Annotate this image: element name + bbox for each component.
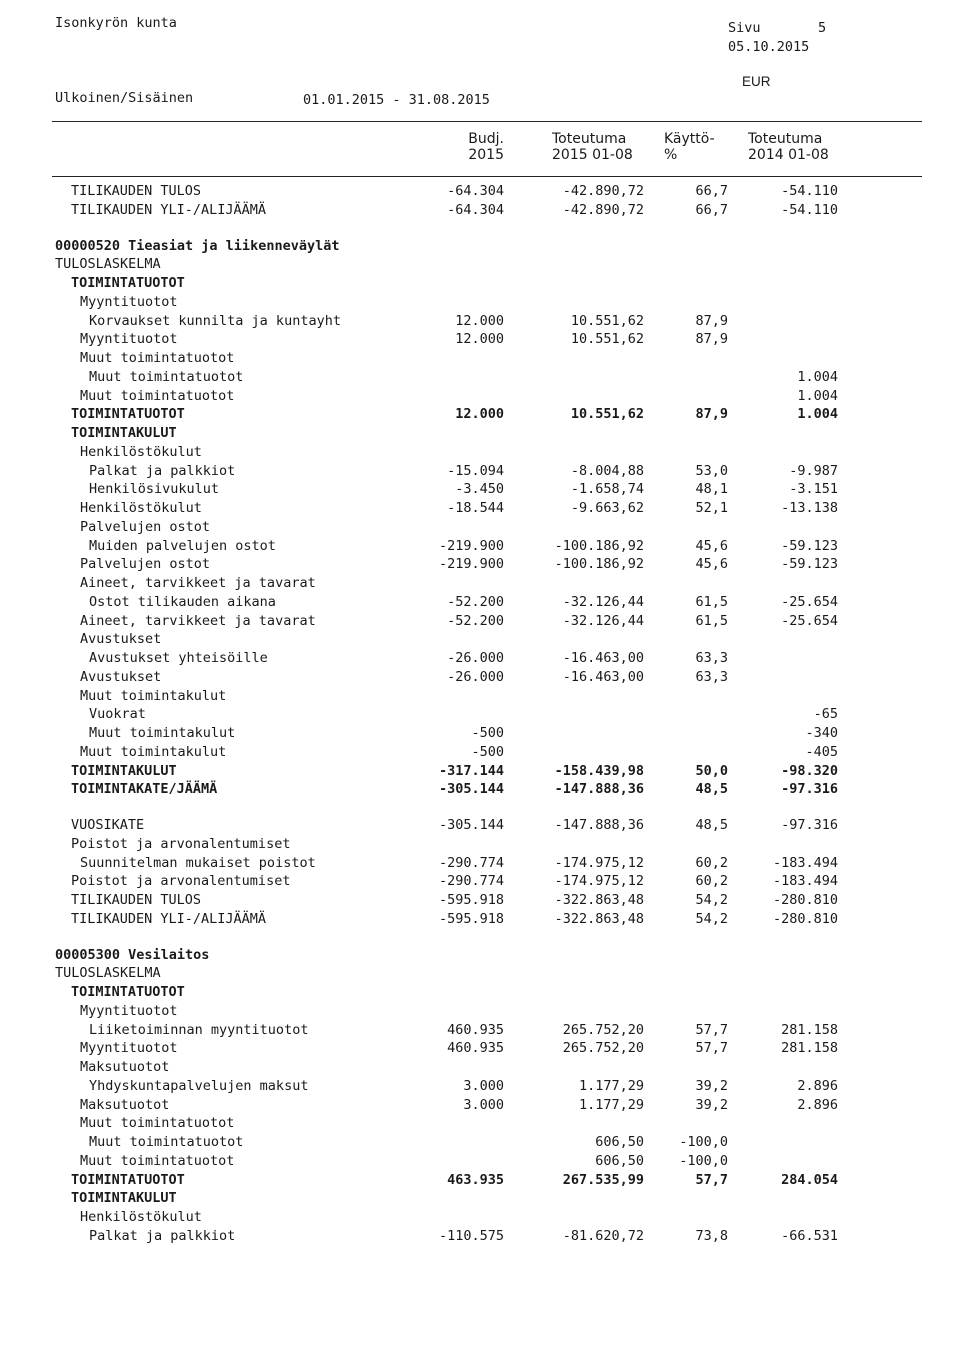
row-value: 12.000 — [455, 331, 504, 348]
row-value: 87,9 — [695, 406, 728, 423]
row-value: 281.158 — [781, 1040, 838, 1057]
row-value: 267.535,99 — [562, 1171, 644, 1188]
row-value: -54.110 — [781, 183, 838, 199]
row-value: 463.935 — [447, 1171, 504, 1188]
table-row — [0, 724, 960, 742]
row-value: 66,7 — [695, 183, 728, 199]
row-value: -595.918 — [438, 892, 504, 908]
row-label: Muut toimintatuotot — [89, 368, 244, 385]
row-label: Henkilöstökulut — [80, 500, 202, 516]
row-value: 66,7 — [695, 201, 728, 218]
row-value: -174.975,12 — [554, 873, 644, 890]
row-value: -147.888,36 — [554, 817, 644, 833]
row-label: Korvaukset kunnilta ja kuntayht — [89, 312, 341, 329]
row-value: -219.900 — [438, 537, 504, 554]
table-row — [0, 1171, 960, 1189]
row-label: Poistot ja arvonalentumiset — [71, 835, 291, 852]
row-value: 10.551,62 — [570, 331, 644, 348]
row-label: Avustukset — [80, 668, 162, 685]
table-row — [0, 1058, 960, 1076]
table-row — [0, 312, 960, 330]
row-value: -9.663,62 — [570, 500, 644, 516]
row-label: TULOSLASKELMA — [55, 965, 161, 982]
row-value: 61,5 — [695, 612, 728, 629]
table-row — [0, 201, 960, 219]
row-label: Muut toimintatuotot — [80, 1115, 235, 1132]
row-value: -340 — [805, 725, 838, 741]
row-value: -97.316 — [781, 817, 838, 833]
row-label: TILIKAUDEN TULOS — [71, 183, 202, 199]
row-value: 57,7 — [695, 1171, 728, 1188]
row-value: -595.918 — [438, 910, 504, 927]
row-label: Aineet, tarvikkeet ja tavarat — [80, 575, 316, 591]
row-value: 1.004 — [797, 368, 838, 385]
row-value: 12.000 — [455, 406, 504, 423]
table-row — [0, 593, 960, 611]
row-label: TULOSLASKELMA — [55, 256, 161, 273]
table-row — [0, 462, 960, 480]
row-value: -183.494 — [772, 873, 838, 890]
row-value: -52.200 — [447, 612, 504, 629]
row-value: -54.110 — [781, 201, 838, 218]
row-value: 53,0 — [695, 462, 728, 479]
row-value: 63,3 — [695, 668, 728, 685]
row-value: -158.439,98 — [554, 762, 644, 779]
table-row — [0, 743, 960, 761]
row-value: 61,5 — [695, 593, 728, 610]
table-row — [0, 1208, 960, 1226]
row-value: -26.000 — [447, 668, 504, 685]
row-label: Myyntituotot — [80, 293, 178, 310]
row-value: 39,2 — [695, 1077, 728, 1094]
row-value: 52,1 — [695, 500, 728, 516]
table-row — [0, 1039, 960, 1057]
row-value: -42.890,72 — [562, 183, 644, 199]
table-row — [0, 780, 960, 798]
row-value: 60,2 — [695, 854, 728, 871]
row-value: -317.144 — [438, 762, 504, 779]
table-row — [0, 574, 960, 592]
table-row — [0, 1114, 960, 1132]
column-header-budget: Budj. 2015 — [468, 131, 504, 163]
row-label: Avustukset yhteisöille — [89, 650, 268, 666]
row-label: Maksutuotot — [80, 1096, 170, 1113]
row-value: -98.320 — [781, 762, 838, 779]
row-label: VUOSIKATE — [71, 817, 145, 833]
row-value: -100.186,92 — [554, 537, 644, 554]
row-value: -8.004,88 — [570, 462, 644, 479]
table-row — [0, 387, 960, 405]
row-label: 00000520 Tieasiat ja liikenneväylät — [55, 237, 340, 254]
table-row — [0, 293, 960, 311]
row-label: Maksutuotot — [80, 1059, 170, 1075]
table-row — [0, 816, 960, 834]
row-value: -64.304 — [447, 201, 504, 218]
row-label: Muut toimintatuotot — [80, 350, 235, 366]
table-row — [0, 1021, 960, 1039]
row-value: -97.316 — [781, 781, 838, 798]
row-label: Muut toimintakulut — [89, 725, 236, 741]
row-value: -59.123 — [781, 556, 838, 573]
row-label: Muiden palvelujen ostot — [89, 537, 276, 554]
row-label: TOIMINTAKULUT — [71, 1190, 177, 1207]
row-value: -174.975,12 — [554, 854, 644, 871]
row-label: Muut toimintatuotot — [80, 1152, 235, 1169]
row-label: TILIKAUDEN YLI-/ALIJÄÄMÄ — [71, 201, 267, 218]
row-label: TOIMINTATUOTOT — [71, 275, 185, 291]
row-label: Suunnitelman mukaiset poistot — [80, 854, 316, 871]
table-row — [0, 443, 960, 461]
row-value: 284.054 — [781, 1171, 838, 1188]
table-row — [0, 762, 960, 780]
page-label: Sivu — [728, 20, 761, 36]
row-value: 265.752,20 — [562, 1040, 644, 1057]
table-row — [0, 237, 960, 255]
row-value: 54,2 — [695, 910, 728, 927]
table-row — [0, 330, 960, 348]
row-value: -3.151 — [789, 481, 838, 498]
row-value: 1.177,29 — [578, 1077, 644, 1094]
table-row — [0, 349, 960, 367]
table-row — [0, 946, 960, 964]
column-header-actual-2014: Toteutuma 2014 01-08 — [748, 131, 829, 163]
table-row — [0, 480, 960, 498]
row-label: Palkat ja palkkiot — [89, 462, 236, 479]
row-value: -26.000 — [447, 650, 504, 666]
row-value: 54,2 — [695, 892, 728, 908]
report-type: Ulkoinen/Sisäinen — [55, 90, 194, 106]
table-row — [0, 705, 960, 723]
row-label: Myyntituotot — [80, 331, 178, 348]
row-value: -290.774 — [438, 873, 504, 890]
table-row — [0, 1077, 960, 1095]
column-header-actual-2015: Toteutuma 2015 01-08 — [552, 131, 633, 163]
table-row — [0, 1096, 960, 1114]
row-value: -3.450 — [455, 481, 504, 498]
row-value: 460.935 — [447, 1021, 504, 1038]
row-value: 73,8 — [695, 1227, 728, 1244]
table-row — [0, 1152, 960, 1170]
row-label: Henkilöstökulut — [80, 1209, 202, 1225]
column-header-usage-pct: Käyttö- % — [664, 131, 715, 163]
row-value: -25.654 — [781, 593, 838, 610]
row-value: 57,7 — [695, 1021, 728, 1038]
row-label: TOIMINTATUOTOT — [71, 1171, 185, 1188]
row-value: -32.126,44 — [562, 593, 644, 610]
table-row — [0, 405, 960, 423]
table-row — [0, 182, 960, 200]
row-value: 45,6 — [695, 556, 728, 573]
table-row — [0, 630, 960, 648]
table-row — [0, 872, 960, 890]
row-label: Palvelujen ostot — [80, 518, 211, 535]
row-value: 10.551,62 — [570, 406, 644, 423]
table-row — [0, 255, 960, 273]
row-value: -405 — [805, 743, 838, 760]
row-value: 281.158 — [781, 1021, 838, 1038]
row-value: -13.138 — [781, 500, 838, 516]
row-value: -305.144 — [438, 817, 504, 833]
row-value: -42.890,72 — [562, 201, 644, 218]
row-value: -305.144 — [438, 781, 504, 798]
row-value: -9.987 — [789, 462, 838, 479]
row-value: -16.463,00 — [562, 650, 644, 666]
row-value: 87,9 — [695, 312, 728, 329]
row-label: Liiketoiminnan myyntituotot — [89, 1021, 309, 1038]
row-value: 39,2 — [695, 1096, 728, 1113]
row-label: Palkat ja palkkiot — [89, 1227, 236, 1244]
row-value: 2.896 — [797, 1096, 838, 1113]
row-label: Henkilöstökulut — [80, 443, 202, 460]
table-row — [0, 499, 960, 517]
row-value: 48,1 — [695, 481, 728, 498]
row-value: -100,0 — [679, 1152, 728, 1169]
table-row — [0, 1227, 960, 1245]
table-row — [0, 368, 960, 386]
row-value: 606,50 — [595, 1134, 644, 1150]
table-row — [0, 1002, 960, 1020]
table-row — [0, 649, 960, 667]
table-row — [0, 983, 960, 1001]
row-label: Henkilösivukulut — [89, 481, 220, 498]
row-value: 63,3 — [695, 650, 728, 666]
row-label: TOIMINTATUOTOT — [71, 406, 185, 423]
row-value: -65 — [813, 706, 838, 723]
row-value: -290.774 — [438, 854, 504, 871]
row-value: 1.004 — [797, 406, 838, 423]
row-value: 60,2 — [695, 873, 728, 890]
row-value: -100,0 — [679, 1134, 728, 1150]
table-row — [0, 891, 960, 909]
table-row — [0, 518, 960, 536]
row-value: -1.658,74 — [570, 481, 644, 498]
row-label: Muut toimintatuotot — [89, 1134, 244, 1150]
table-row — [0, 424, 960, 442]
row-value: -147.888,36 — [554, 781, 644, 798]
row-label: TILIKAUDEN TULOS — [71, 892, 202, 908]
row-value: 57,7 — [695, 1040, 728, 1057]
row-value: 3.000 — [463, 1096, 504, 1113]
table-row — [0, 537, 960, 555]
row-label: Aineet, tarvikkeet ja tavarat — [80, 612, 316, 629]
row-value: 3.000 — [463, 1077, 504, 1094]
row-value: 48,5 — [695, 817, 728, 833]
table-row — [0, 835, 960, 853]
row-label: TOIMINTAKULUT — [71, 425, 177, 441]
row-label: 00005300 Vesilaitos — [55, 946, 210, 963]
row-label: TOIMINTATUOTOT — [71, 984, 185, 1000]
row-label: Myyntituotot — [80, 1040, 178, 1057]
table-row — [0, 687, 960, 705]
row-value: 48,5 — [695, 781, 728, 798]
row-label: Muut toimintatuotot — [80, 387, 235, 404]
row-value: -280.810 — [772, 910, 838, 927]
row-value: -280.810 — [772, 892, 838, 908]
report-period: 01.01.2015 - 31.08.2015 — [303, 92, 490, 108]
page-number: 5 — [818, 20, 827, 36]
row-value: 2.896 — [797, 1077, 838, 1094]
row-label: TOIMINTAKULUT — [71, 762, 177, 779]
row-label: TILIKAUDEN YLI-/ALIJÄÄMÄ — [71, 910, 267, 927]
row-value: 1.177,29 — [578, 1096, 644, 1113]
row-value: -322.863,48 — [554, 892, 644, 908]
row-label: Muut toimintakulut — [80, 743, 227, 760]
row-value: 10.551,62 — [570, 312, 644, 329]
row-value: -66.531 — [781, 1227, 838, 1244]
table-row — [0, 668, 960, 686]
row-value: 12.000 — [455, 312, 504, 329]
row-value: -64.304 — [447, 183, 504, 199]
table-row — [0, 612, 960, 630]
table-row — [0, 1189, 960, 1207]
currency: EUR — [742, 74, 771, 89]
row-value: -59.123 — [781, 537, 838, 554]
row-value: 460.935 — [447, 1040, 504, 1057]
row-value: -100.186,92 — [554, 556, 644, 573]
table-row — [0, 964, 960, 982]
row-value: -110.575 — [438, 1227, 504, 1244]
row-value: -500 — [471, 725, 504, 741]
row-label: Palvelujen ostot — [80, 556, 211, 573]
org-name: Isonkyrön kunta — [55, 15, 177, 31]
row-value: -81.620,72 — [562, 1227, 644, 1244]
row-value: -25.654 — [781, 612, 838, 629]
row-value: -183.494 — [772, 854, 838, 871]
report-date: 05.10.2015 — [728, 39, 810, 55]
table-row — [0, 854, 960, 872]
row-value: -52.200 — [447, 593, 504, 610]
row-value: -219.900 — [438, 556, 504, 573]
row-label: Muut toimintakulut — [80, 687, 227, 704]
row-value: -32.126,44 — [562, 612, 644, 629]
row-label: TOIMINTAKATE/JÄÄMÄ — [71, 781, 218, 798]
row-value: -18.544 — [447, 500, 504, 516]
row-value: 1.004 — [797, 387, 838, 404]
row-value: -15.094 — [447, 462, 504, 479]
table-row — [0, 1133, 960, 1151]
row-label: Myyntituotot — [80, 1002, 178, 1019]
row-value: 606,50 — [595, 1152, 644, 1169]
row-value: -322.863,48 — [554, 910, 644, 927]
table-row — [0, 274, 960, 292]
table-row — [0, 910, 960, 928]
row-value: 45,6 — [695, 537, 728, 554]
row-label: Avustukset — [80, 631, 162, 648]
row-value: -16.463,00 — [562, 668, 644, 685]
row-value: 87,9 — [695, 331, 728, 348]
row-value: -500 — [471, 743, 504, 760]
row-label: Poistot ja arvonalentumiset — [71, 873, 291, 890]
row-value: 265.752,20 — [562, 1021, 644, 1038]
table-row — [0, 555, 960, 573]
row-label: Vuokrat — [89, 706, 146, 723]
row-label: Yhdyskuntapalvelujen maksut — [89, 1077, 309, 1094]
row-value: 50,0 — [695, 762, 728, 779]
row-label: Ostot tilikauden aikana — [89, 593, 276, 610]
